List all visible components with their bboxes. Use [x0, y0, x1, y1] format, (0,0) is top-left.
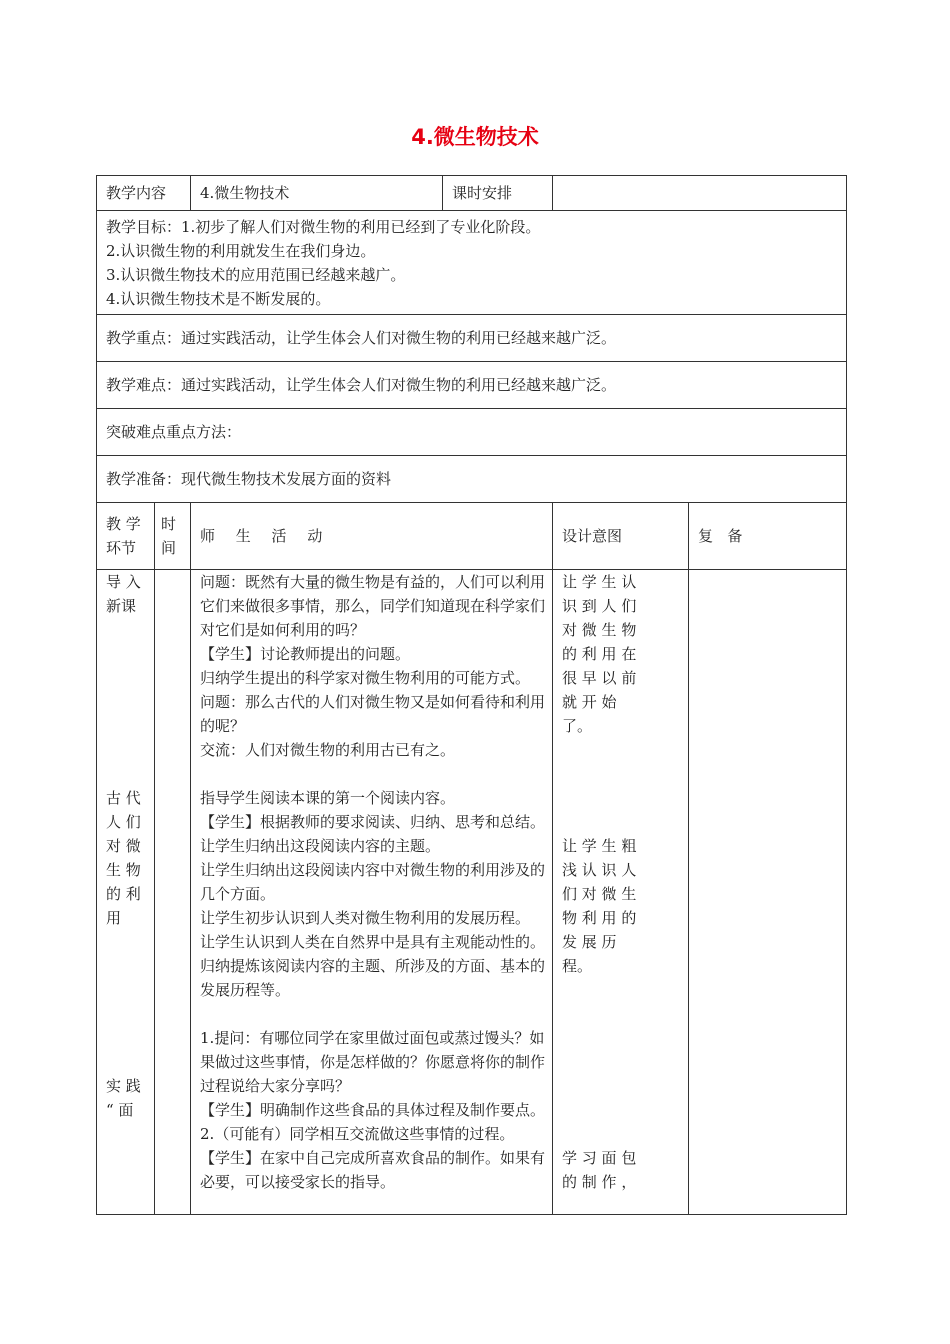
activity-line: 【学生】明确制作这些食品的具体过程及制作要点。	[200, 1101, 546, 1119]
objective-line: 2.认识微生物的利用就发生在我们身边。	[106, 242, 376, 260]
activity-line: 过程说给大家分享吗？	[200, 1077, 351, 1095]
intent-line: 就 开 始	[562, 693, 617, 711]
preparation-cell: 教学准备：现代微生物技术发展方面的资料	[97, 456, 847, 503]
time-cell	[155, 570, 191, 1215]
intent-line: 学 习 面 包	[562, 1149, 637, 1167]
main-content-row	[97, 570, 847, 1215]
stage-line: 实 践	[106, 1077, 141, 1095]
activity-line: 发展历程等。	[200, 981, 291, 999]
content-label: 教学内容	[97, 176, 191, 211]
activity-header: 师 生 活 动	[191, 503, 553, 570]
stage-cell	[97, 570, 155, 1215]
intent-header: 设计意图	[553, 503, 689, 570]
intent-line: 的 制 作 ，	[562, 1173, 637, 1191]
activity-line: 问题：那么古代的人们对微生物又是如何看待和利用	[200, 693, 546, 711]
stage-line: “ 面	[106, 1101, 134, 1119]
activity-line: 【学生】讨论教师提出的问题。	[200, 645, 411, 663]
intent-line: 对 微 生 物	[562, 621, 637, 639]
intent-line: 让 学 生 粗	[562, 837, 637, 855]
activity-cell	[191, 570, 553, 1215]
intent-line: 识 到 人 们	[562, 597, 637, 615]
intent-line: 物 利 用 的	[562, 909, 637, 927]
content-row	[97, 176, 847, 211]
activity-line: 交流：人们对微生物的利用古已有之。	[200, 741, 456, 759]
activity-line: 让学生初步认识到人类对微生物利用的发展历程。	[200, 909, 531, 927]
preparation-row	[97, 456, 847, 503]
intent-line: 的 利 用 在	[562, 645, 637, 663]
method-row	[97, 409, 847, 456]
key-point-row	[97, 315, 847, 362]
lesson-plan-table	[96, 175, 847, 1215]
column-header-row	[97, 503, 847, 570]
stage-header: 教 学 环节	[97, 503, 155, 570]
review-cell	[689, 570, 847, 1215]
activity-line: 几个方面。	[200, 885, 276, 903]
intent-line: 们 对 微 生	[562, 885, 637, 903]
stage-line: 生 物	[106, 861, 141, 879]
activity-line: 【学生】在家中自己完成所喜欢食品的制作。如果有	[200, 1149, 546, 1167]
stage-line: 古 代	[106, 789, 141, 807]
activity-line: 让学生归纳出这段阅读内容的主题。	[200, 837, 441, 855]
intent-cell	[553, 570, 689, 1215]
review-header: 复 备	[689, 503, 847, 570]
intent-line: 让 学 生 认	[562, 573, 637, 591]
activity-line: 果做过这些事情，你是怎样做的？你愿意将你的制作	[200, 1053, 546, 1071]
objective-line: 4.认识微生物技术是不断发展的。	[106, 290, 331, 308]
stage-line: 新课	[106, 597, 137, 615]
activity-line: 对它们是如何利用的吗？	[200, 621, 366, 639]
activity-line: 问题：既然有大量的微生物是有益的，人们可以利用	[200, 573, 546, 591]
objectives-row	[97, 211, 847, 315]
stage-line: 的 利	[106, 885, 141, 903]
activity-line: 的呢？	[200, 717, 246, 735]
activity-line: 2.（可能有）同学相互交流做这些事情的过程。	[200, 1125, 515, 1143]
document-title: 4.微生物技术	[411, 125, 539, 149]
schedule-value	[553, 176, 847, 211]
key-point-cell: 教学重点：通过实践活动，让学生体会人们对微生物的利用已经越来越广泛。	[97, 315, 847, 362]
activity-line: 让学生归纳出这段阅读内容中对微生物的利用涉及的	[200, 861, 546, 879]
activity-line: 指导学生阅读本课的第一个阅读内容。	[200, 789, 456, 807]
difficulty-row	[97, 362, 847, 409]
schedule-label: 课时安排	[443, 176, 553, 211]
activity-line: 归纳提炼该阅读内容的主题、所涉及的方面、基本的	[200, 957, 546, 975]
activity-line: 1.提问：有哪位同学在家里做过面包或蒸过馒头？如	[200, 1029, 545, 1047]
activity-line: 归纳学生提出的科学家对微生物利用的可能方式。	[200, 669, 531, 687]
stage-line: 导 入	[106, 573, 141, 591]
difficulty-cell: 教学难点：通过实践活动，让学生体会人们对微生物的利用已经越来越广泛。	[97, 362, 847, 409]
activity-line: 必要，可以接受家长的指导。	[200, 1173, 396, 1191]
objective-line: 教学目标：1.初步了解人们对微生物的利用已经到了专业化阶段。	[106, 218, 541, 236]
objectives-cell	[97, 211, 847, 315]
activity-line: 它们来做很多事情，那么，同学们知道现在科学家们	[200, 597, 546, 615]
intent-line: 了。	[562, 717, 593, 735]
method-cell: 突破难点重点方法：	[97, 409, 847, 456]
intent-line: 程。	[562, 957, 593, 975]
intent-line: 发 展 历	[562, 933, 617, 951]
stage-line: 人 们	[106, 813, 141, 831]
intent-line: 很 早 以 前	[562, 669, 637, 687]
time-header: 时 间	[155, 503, 191, 570]
intent-line: 浅 认 识 人	[562, 861, 637, 879]
objective-line: 3.认识微生物技术的应用范围已经越来越广。	[106, 266, 406, 284]
content-value: 4.微生物技术	[191, 176, 443, 211]
activity-line: 让学生认识到人类在自然界中是具有主观能动性的。	[200, 933, 546, 951]
stage-line: 用	[106, 909, 122, 927]
stage-line: 对 微	[106, 837, 141, 855]
activity-line: 【学生】根据教师的要求阅读、归纳、思考和总结。	[200, 813, 546, 831]
